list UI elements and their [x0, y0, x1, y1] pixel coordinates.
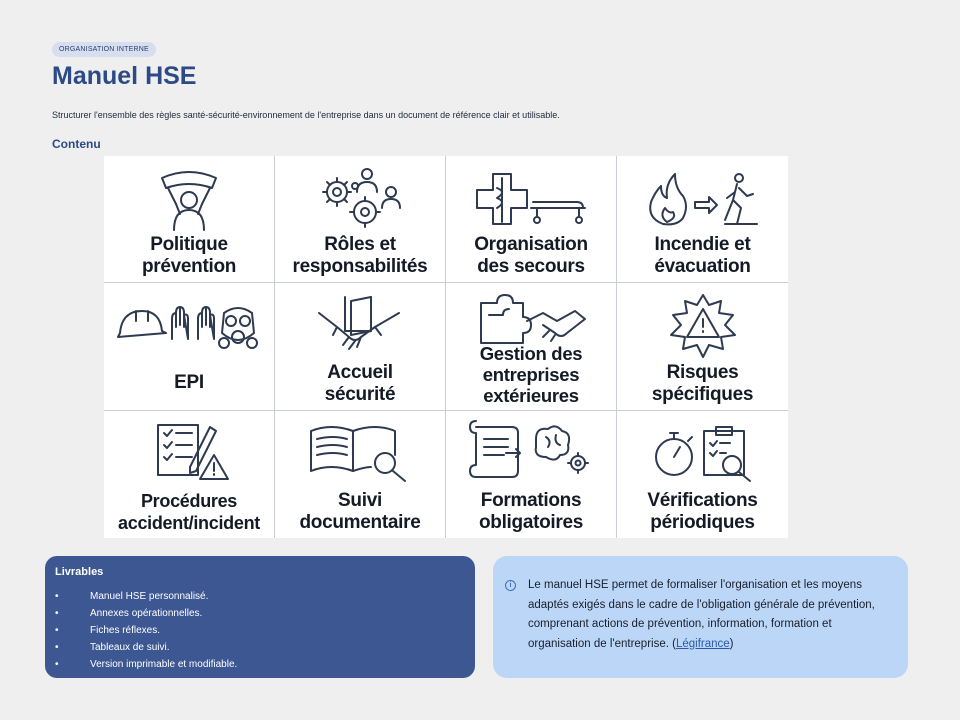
warning-burst-icon: [663, 291, 743, 361]
stopwatch-clipboard-icon: [648, 419, 758, 485]
grid-cell-incendie-evacuation: [617, 156, 788, 283]
deliverables-title: Livrables: [55, 566, 104, 578]
grid-cell-epi: [104, 283, 275, 411]
gears-people-icon: [315, 164, 405, 234]
person-holding-banner-icon: [154, 164, 224, 234]
content-infographic-grid: [104, 156, 788, 538]
list-item: • Tableaux de suivi.: [55, 642, 170, 653]
grid-cell-gestion-entreprises-exterieures: [446, 283, 617, 411]
grid-cell-roles-responsabilites: [275, 156, 446, 283]
info-callout: [493, 556, 908, 678]
list-item: • Fiches réflexes.: [55, 625, 161, 636]
deliverables-card: [45, 556, 475, 678]
category-badge: ORGANISATION INTERNE: [52, 42, 156, 57]
grid-cell-accueil-securite: [275, 283, 446, 411]
legifrance-link[interactable]: Légifrance: [675, 637, 730, 650]
checklist-pencil-warning-icon: [144, 419, 234, 485]
grid-cell-organisation-secours: [446, 156, 617, 283]
grid-cell-risques-specifiques: [617, 283, 788, 411]
handshake-door-icon: [315, 291, 405, 357]
cell-label: Rôles et responsabilités: [292, 234, 428, 277]
scroll-brain-gears-icon: [466, 419, 596, 485]
cell-label: EPI: [174, 372, 204, 393]
cell-label: Organisation des secours: [474, 234, 588, 277]
cell-label: Accueil sécurité: [324, 362, 396, 405]
list-item: • Manuel HSE personnalisé.: [55, 591, 209, 602]
cell-label: Politique prévention: [141, 234, 237, 277]
page-title: Manuel HSE: [52, 62, 197, 90]
list-item: • Annexes opérationnelles.: [55, 608, 203, 619]
ppe-helmet-gloves-mask-icon: [114, 291, 264, 361]
medical-cross-stretcher-icon: [471, 164, 591, 234]
grid-cell-formations-obligatoires: [446, 411, 617, 538]
fire-exit-icon: [643, 164, 763, 234]
book-magnifier-icon: [305, 419, 415, 485]
cell-label: Suivi documentaire: [299, 490, 421, 533]
info-text: Le manuel HSE permet de formaliser l'organisation et les moyens adaptés exigés dans le cadre de l'obligation générale de prévention, comprenant actions de prévention, information, formation et organisation de l'entreprise. (Légifrance): [528, 579, 875, 650]
cell-label: Vérifications périodiques: [647, 490, 758, 533]
cell-label: Formations obligatoires: [478, 490, 584, 533]
grid-cell-procedures-accident-incident: [104, 411, 275, 538]
grid-cell-suivi-documentaire: [275, 411, 446, 538]
deliverables-list: [55, 588, 465, 673]
grid-cell-verifications-periodiques: [617, 411, 788, 538]
list-item: • Version imprimable et modifiable.: [55, 659, 238, 670]
puzzle-handshake-icon: [471, 291, 591, 347]
cell-label: Incendie et évacuation: [654, 234, 751, 277]
cell-label: Procédures accident/incident: [118, 491, 260, 533]
info-icon: i: [505, 580, 516, 591]
page-subtitle: Structurer l'ensemble des règles santé-sécurité-environnement de l'entreprise dans un document de référence clair et utilisable.: [52, 110, 560, 120]
cell-label: Gestion des entreprises extérieures: [479, 343, 583, 406]
section-heading-contenu: Contenu: [52, 137, 101, 151]
grid-cell-politique-prevention: [104, 156, 275, 283]
cell-label: Risques spécifiques: [651, 362, 754, 405]
